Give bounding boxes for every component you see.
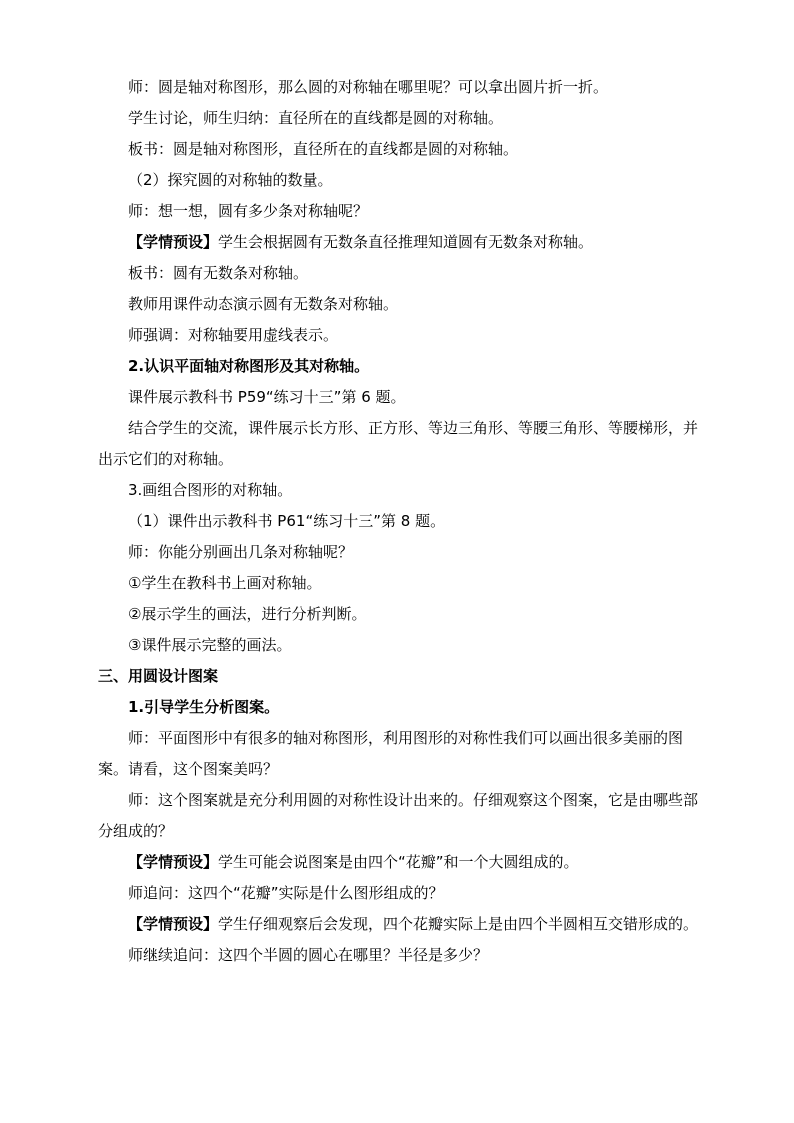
paragraph — [98, 227, 704, 258]
paragraph: ③课件展示完整的画法。 — [128, 636, 292, 654]
paragraph: 师强调：对称轴要用虚线表示。 — [128, 326, 339, 344]
paragraph: 师继续追问：这四个半圆的圆心在哪里？半径是多少？ — [128, 946, 489, 964]
paragraph: 教师用课件动态演示圆有无数条对称轴。 — [128, 295, 399, 313]
section-heading: 三、用圆设计图案 — [98, 667, 219, 685]
paragraph: 板书：圆有无数条对称轴。 — [128, 264, 309, 282]
paragraph: ②展示学生的画法，进行分析判断。 — [128, 605, 367, 623]
paragraph: 师：这个图案就是充分利用圆的对称性设计出来的。仔细观察这个图案，它是由哪些部分组成的？ — [98, 791, 699, 840]
subheading: 2.认识平面轴对称图形及其对称轴。 — [128, 357, 370, 375]
paragraph: 3.画组合图形的对称轴。 — [128, 481, 293, 499]
learning-preview-tag: 【学情预设】 — [128, 233, 219, 251]
document-page — [98, 72, 704, 971]
paragraph: 师追问：这四个“花瓣”实际是什么图形组成的？ — [128, 884, 444, 902]
paragraph-text: 学生会根据圆有无数条直径推理知道圆有无数条对称轴。 — [218, 233, 594, 251]
paragraph: （1）课件出示教科书 P61“练习十三”第 8 题。 — [128, 512, 446, 530]
paragraph: 学生讨论，师生归纳：直径所在的直线都是圆的对称轴。 — [128, 109, 504, 127]
paragraph — [98, 909, 704, 940]
paragraph: ①学生在教科书上画对称轴。 — [128, 574, 322, 592]
paragraph: 板书：圆是轴对称图形，直径所在的直线都是圆的对称轴。 — [128, 140, 519, 158]
paragraph: 结合学生的交流，课件展示长方形、正方形、等边三角形、等腰三角形、等腰梯形，并出示它们的对称轴。 — [98, 419, 699, 468]
paragraph: 师：平面图形中有很多的轴对称图形，利用图形的对称性我们可以画出很多美丽的图案。请看，这个图案美吗？ — [98, 729, 684, 778]
paragraph: 师：你能分别画出几条对称轴呢？ — [128, 543, 354, 561]
subheading: 1.引导学生分析图案。 — [128, 698, 280, 716]
paragraph: （2）探究圆的对称轴的数量。 — [128, 171, 333, 189]
learning-preview-tag: 【学情预设】 — [128, 915, 219, 933]
paragraph: 师：圆是轴对称图形，那么圆的对称轴在哪里呢？可以拿出圆片折一折。 — [128, 78, 609, 96]
paragraph: 师：想一想，圆有多少条对称轴呢？ — [128, 202, 369, 220]
paragraph — [98, 847, 704, 878]
paragraph: 课件展示教科书 P59“练习十三”第 6 题。 — [128, 388, 406, 406]
learning-preview-tag: 【学情预设】 — [128, 853, 219, 871]
paragraph-text: 学生仔细观察后会发现，四个花瓣实际上是由四个半圆相互交错形成的。 — [218, 915, 699, 933]
paragraph-text: 学生可能会说图案是由四个“花瓣”和一个大圆组成的。 — [218, 853, 579, 871]
